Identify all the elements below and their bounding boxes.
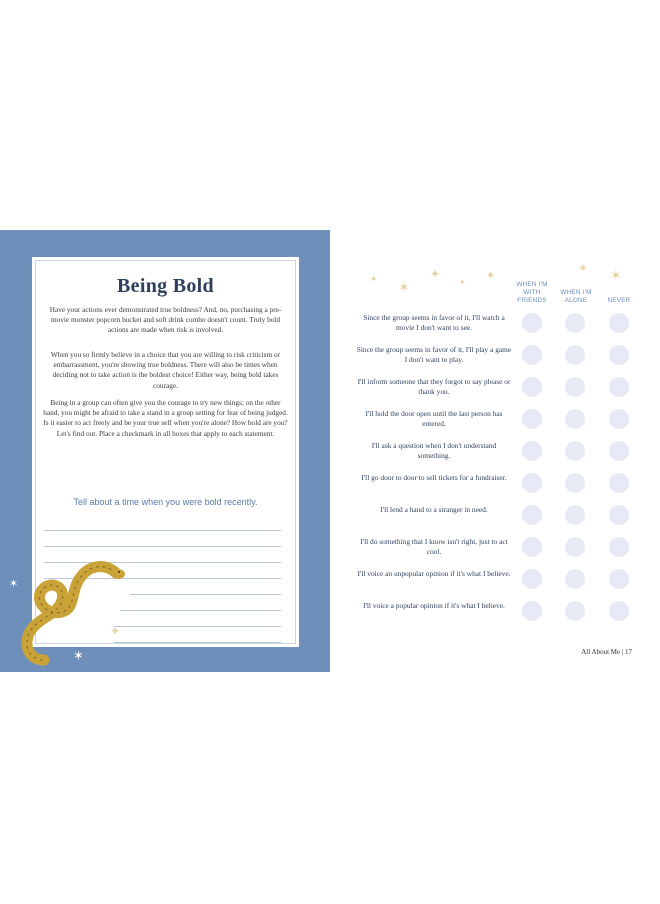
- checkbox-friends[interactable]: [522, 313, 542, 333]
- intro-paragraph-3: Being in a group can often give you the courage to try new things; on the other hand, you might be afraid to take a stand in a group setting for fear of being judged. Is it easier to act freely and be your true self when you're alone? How bold are you? Let's find out. Place a checkmark in all boxes that apply to each statement.: [43, 398, 288, 438]
- checkbox-friends[interactable]: [522, 505, 542, 525]
- statement-text: I'll inform someone that they forgot to say please or thank you.: [357, 377, 511, 396]
- page-footer: All About Me | 17: [581, 648, 632, 656]
- statement-text: I'll do something that I know isn't right, just to act cool.: [360, 537, 508, 556]
- statement-text: Since the group seems in favor of it, I'll watch a movie I don't want to see.: [363, 313, 505, 332]
- checkbox-never[interactable]: [609, 377, 629, 397]
- checkbox-friends[interactable]: [522, 409, 542, 429]
- checkbox-never[interactable]: [609, 313, 629, 333]
- checkbox-friends[interactable]: [522, 601, 542, 621]
- checkbox-never[interactable]: [609, 473, 629, 493]
- statement-text: I'll go door to door to sell tickets for a fundraiser.: [361, 473, 507, 482]
- checkbox-friends[interactable]: [522, 569, 542, 589]
- checkbox-alone[interactable]: [565, 409, 585, 429]
- statement-text: I'll hold the door open until the last person has entered.: [365, 409, 503, 428]
- checkbox-alone[interactable]: [565, 473, 585, 493]
- sparkle-star-icon: ✦: [486, 269, 496, 282]
- statement-text: Since the group seems in favor of it, I'll play a game I don't want to play.: [356, 345, 512, 364]
- checkbox-never[interactable]: [609, 569, 629, 589]
- statement-text: I'll voice a popular opinion if it's what I believe.: [363, 601, 505, 610]
- checkbox-never[interactable]: [609, 441, 629, 461]
- checkbox-never[interactable]: [609, 345, 629, 365]
- left-page-panel: [0, 230, 330, 672]
- checkbox-alone[interactable]: [565, 441, 585, 461]
- writing-prompt: Tell about a time when you were bold recently.: [73, 497, 258, 507]
- sparkle-star-icon: ✶: [73, 649, 84, 664]
- checkbox-alone[interactable]: [565, 569, 585, 589]
- checkbox-friends[interactable]: [522, 377, 542, 397]
- sparkle-star-icon: ✶: [578, 261, 589, 275]
- checkbox-alone[interactable]: [565, 601, 585, 621]
- checkbox-alone[interactable]: [565, 345, 585, 365]
- intro-paragraph-2: When you so firmly believe in a choice that you are willing to risk criticism or embarrassment, you're showing true boldness. There will also be times when deciding not to take action is the boldest choice! Either way, being bold takes courage.: [50, 350, 281, 390]
- checkbox-friends[interactable]: [522, 441, 542, 461]
- checkbox-never[interactable]: [609, 409, 629, 429]
- writing-line[interactable]: [120, 610, 281, 611]
- checkbox-never[interactable]: [609, 537, 629, 557]
- checkbox-alone[interactable]: [565, 537, 585, 557]
- writing-line[interactable]: [44, 546, 281, 547]
- checkbox-friends[interactable]: [522, 537, 542, 557]
- intro-paragraph-1: Have your actions ever demonstrated true boldness? And, no, purchasing a pre-movie monster popcorn bucket and soft drink combo doesn't count. Truly bold actions are made when risk is involved.: [49, 305, 282, 335]
- sparkle-star-icon: ✶: [398, 280, 410, 296]
- checkbox-friends[interactable]: [522, 345, 542, 365]
- sparkle-star-icon: ✦: [459, 278, 466, 287]
- sparkle-star-icon: ✦: [430, 267, 441, 281]
- sparkle-star-icon: ✶: [610, 268, 622, 284]
- checkbox-alone[interactable]: [565, 505, 585, 525]
- checkbox-never[interactable]: [609, 505, 629, 525]
- column-header-friends: WHEN I'M WITH FRIENDS: [516, 281, 548, 304]
- writing-line[interactable]: [114, 626, 281, 627]
- column-header-alone: WHEN I'M ALONE: [560, 289, 592, 304]
- writing-line[interactable]: [114, 642, 281, 643]
- checkbox-alone[interactable]: [565, 313, 585, 333]
- column-header-never: NEVER: [607, 297, 631, 304]
- writing-line[interactable]: [44, 530, 281, 531]
- statement-text: I'll ask a question when I don't understand something.: [371, 441, 497, 460]
- writing-line[interactable]: [130, 594, 281, 595]
- checkbox-never[interactable]: [609, 601, 629, 621]
- statement-text: I'll voice an unpopular opinion if it's what I believe.: [357, 569, 511, 578]
- page-title: Being Bold: [117, 275, 214, 297]
- checkbox-alone[interactable]: [565, 377, 585, 397]
- sparkle-star-icon: ✦: [370, 275, 378, 285]
- checkbox-friends[interactable]: [522, 473, 542, 493]
- sparkle-star-icon: ✶: [9, 577, 19, 590]
- sparkle-star-icon: ✦: [110, 624, 121, 638]
- statement-text: I'll lend a hand to a stranger in need.: [380, 505, 488, 514]
